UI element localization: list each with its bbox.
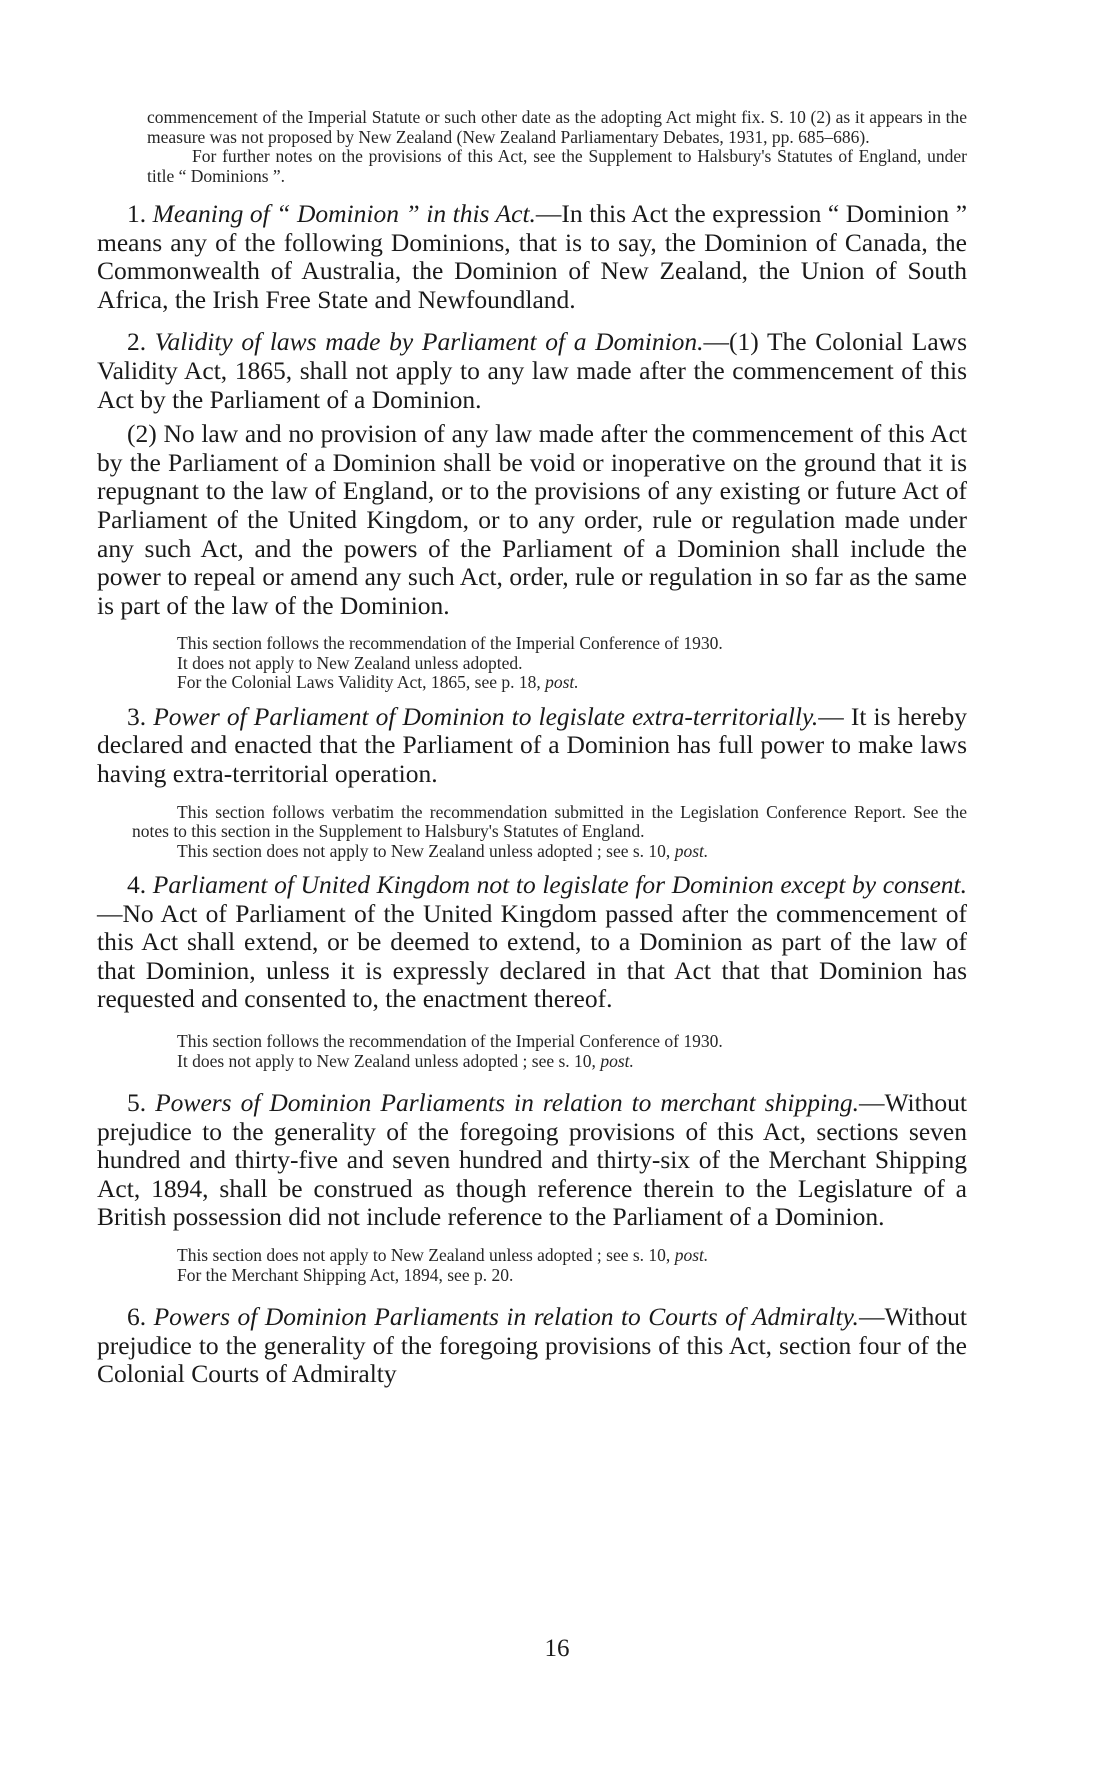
- section-5-note-1: [97, 1246, 967, 1266]
- intro-note-further-text: For further notes on the provisions of this Act, see the Supplement to Halsbury's Statutes of England, under title “ Dominions ”.: [147, 146, 967, 186]
- section-1-text: —In this Act the expression “ Dominion ” means any of the following Dominions, that is to say, the Dominion of Canada, the Commonwealth of Australia, the Dominion of New Zealand, the Union of South Africa, the Irish Free State and Newfoundland.: [97, 199, 968, 314]
- section-6-text: —Without prejudice to the generality of the foregoing provisions of this Act, section four of the Colonial Courts of Admiralty: [97, 1302, 967, 1389]
- section-6: [97, 1303, 967, 1389]
- section-4-heading: Parliament of United Kingdom not to legislate for Dominion except by consent.: [152, 870, 968, 900]
- section-2-subsection-2: [97, 420, 967, 620]
- section-5-note-2: [97, 1266, 967, 1286]
- section-3-notes: [97, 803, 967, 862]
- document-page: [97, 108, 967, 1389]
- section-5-text: —Without prejudice to the generality of the foregoing provisions of this Act, sections seven hundred and thirty-five and seven hundred and thirty-six of the Merchant Shipping Act, 1894, shall be construed as though reference therein to the Legislature of a British possession did not include reference to the Parliament of a Dominion.: [97, 1088, 968, 1232]
- section-2-heading: Validity of laws made by Parliament of a Dominion.: [154, 327, 704, 357]
- section-3-note-2: [97, 842, 967, 862]
- section-6-heading: Powers of Dominion Parliaments in relation to Courts of Admiralty.: [153, 1302, 859, 1332]
- section-3-note-2-text: This section does not apply to New Zealand unless adopted ; see s. 10, post.: [177, 840, 709, 861]
- section-4-notes: [97, 1032, 967, 1071]
- section-6-number: 6.: [127, 1302, 147, 1332]
- section-4-note-2-text: It does not apply to New Zealand unless adopted ; see s. 10, post.: [177, 1050, 634, 1071]
- post-reference: post.: [674, 1245, 709, 1266]
- section-4-text: —No Act of Parliament of the United Kingdom passed after the commencement of this Act shall extend, or be deemed to extend, to a Dominion as part of the law of that Dominion, unless it is expressly declared in that Act that that Dominion has requested and consented to, the enactment thereof.: [97, 898, 967, 1014]
- section-4-note-2: [97, 1052, 967, 1072]
- section-4-note-1: [97, 1032, 967, 1052]
- section-1-heading: Meaning of “ Dominion ” in this Act.: [152, 199, 536, 228]
- post-reference: post.: [674, 840, 709, 861]
- section-3-note-1: [97, 803, 967, 842]
- section-3: [97, 703, 967, 789]
- section-2-text: —(1) The Colonial Laws Validity Act, 1865, shall not apply to any law made after the commencement of this Act by the Parliament of a Dominion.: [97, 327, 967, 414]
- section-5-note-2-text: For the Merchant Shipping Act, 1894, see p. 20.: [177, 1264, 514, 1285]
- section-2-note-3-text: For the Colonial Laws Validity Act, 1865, see p. 18, post.: [177, 672, 579, 693]
- section-2: [97, 328, 967, 414]
- post-reference: post.: [600, 1050, 634, 1071]
- section-4: [97, 871, 967, 1014]
- section-3-text: — It is hereby declared and enacted that the Parliament of a Dominion has full power to make laws having extra-territorial operation.: [97, 701, 968, 788]
- section-2-note-1-text: This section follows the recommendation of the Imperial Conference of 1930.: [177, 633, 723, 654]
- section-2-note-2: [97, 654, 967, 674]
- section-2-subsection-2-text: (2) No law and no provision of any law made after the commencement of this Act by the Parliament of a Dominion shall be void or inoperative on the ground that it is repugnant to the law of England, or to the provisions of any existing or future Act of Parliament of the United Kingdom, or to any order, rule or regulation made under any such Act, and the powers of the Parliament of a Dominion shall include the power to repeal or amend any such Act, order, rule or regulation in so far as the same is part of the law of the Dominion.: [97, 419, 967, 620]
- section-2-note-1: [97, 634, 967, 654]
- section-3-number: 3.: [127, 701, 147, 731]
- section-2-note-2-text: It does not apply to New Zealand unless adopted.: [177, 652, 523, 673]
- section-5-heading: Powers of Dominion Parliaments in relation to merchant shipping.: [155, 1088, 859, 1118]
- section-3-note-1-text: This section follows verbatim the recommendation submitted in the Legislation Conference Report. See the notes to this section in the Supplement to Halsbury's Statutes of England.: [132, 801, 967, 842]
- post-reference: post.: [545, 672, 579, 693]
- section-1: [97, 200, 967, 314]
- section-4-note-1-text: This section follows the recommendation of the Imperial Conference of 1930.: [177, 1031, 723, 1052]
- section-4-number: 4.: [127, 870, 147, 900]
- intro-note-continuation: commencement of the Imperial Statute or such other date as the adopting Act might fix. S. 10 (2) as it appears in the measure was not proposed by New Zealand (New Zealand Parliamentary Debates, 1931, pp. 685–686).: [147, 107, 967, 147]
- section-5-number: 5.: [127, 1088, 147, 1118]
- section-5: [97, 1089, 967, 1232]
- section-2-notes: [97, 634, 967, 693]
- intro-note-further: [97, 147, 967, 186]
- section-1-number: 1.: [127, 199, 147, 228]
- section-2-note-3: [97, 673, 967, 693]
- section-2-number: 2.: [127, 327, 147, 357]
- section-5-notes: [97, 1246, 967, 1285]
- section-5-note-1-text: This section does not apply to New Zealand unless adopted ; see s. 10, post.: [177, 1245, 709, 1266]
- intro-notes: [97, 108, 967, 186]
- section-3-heading: Power of Parliament of Dominion to legislate extra-territorially.: [153, 701, 819, 731]
- page-number: 16: [544, 1635, 570, 1662]
